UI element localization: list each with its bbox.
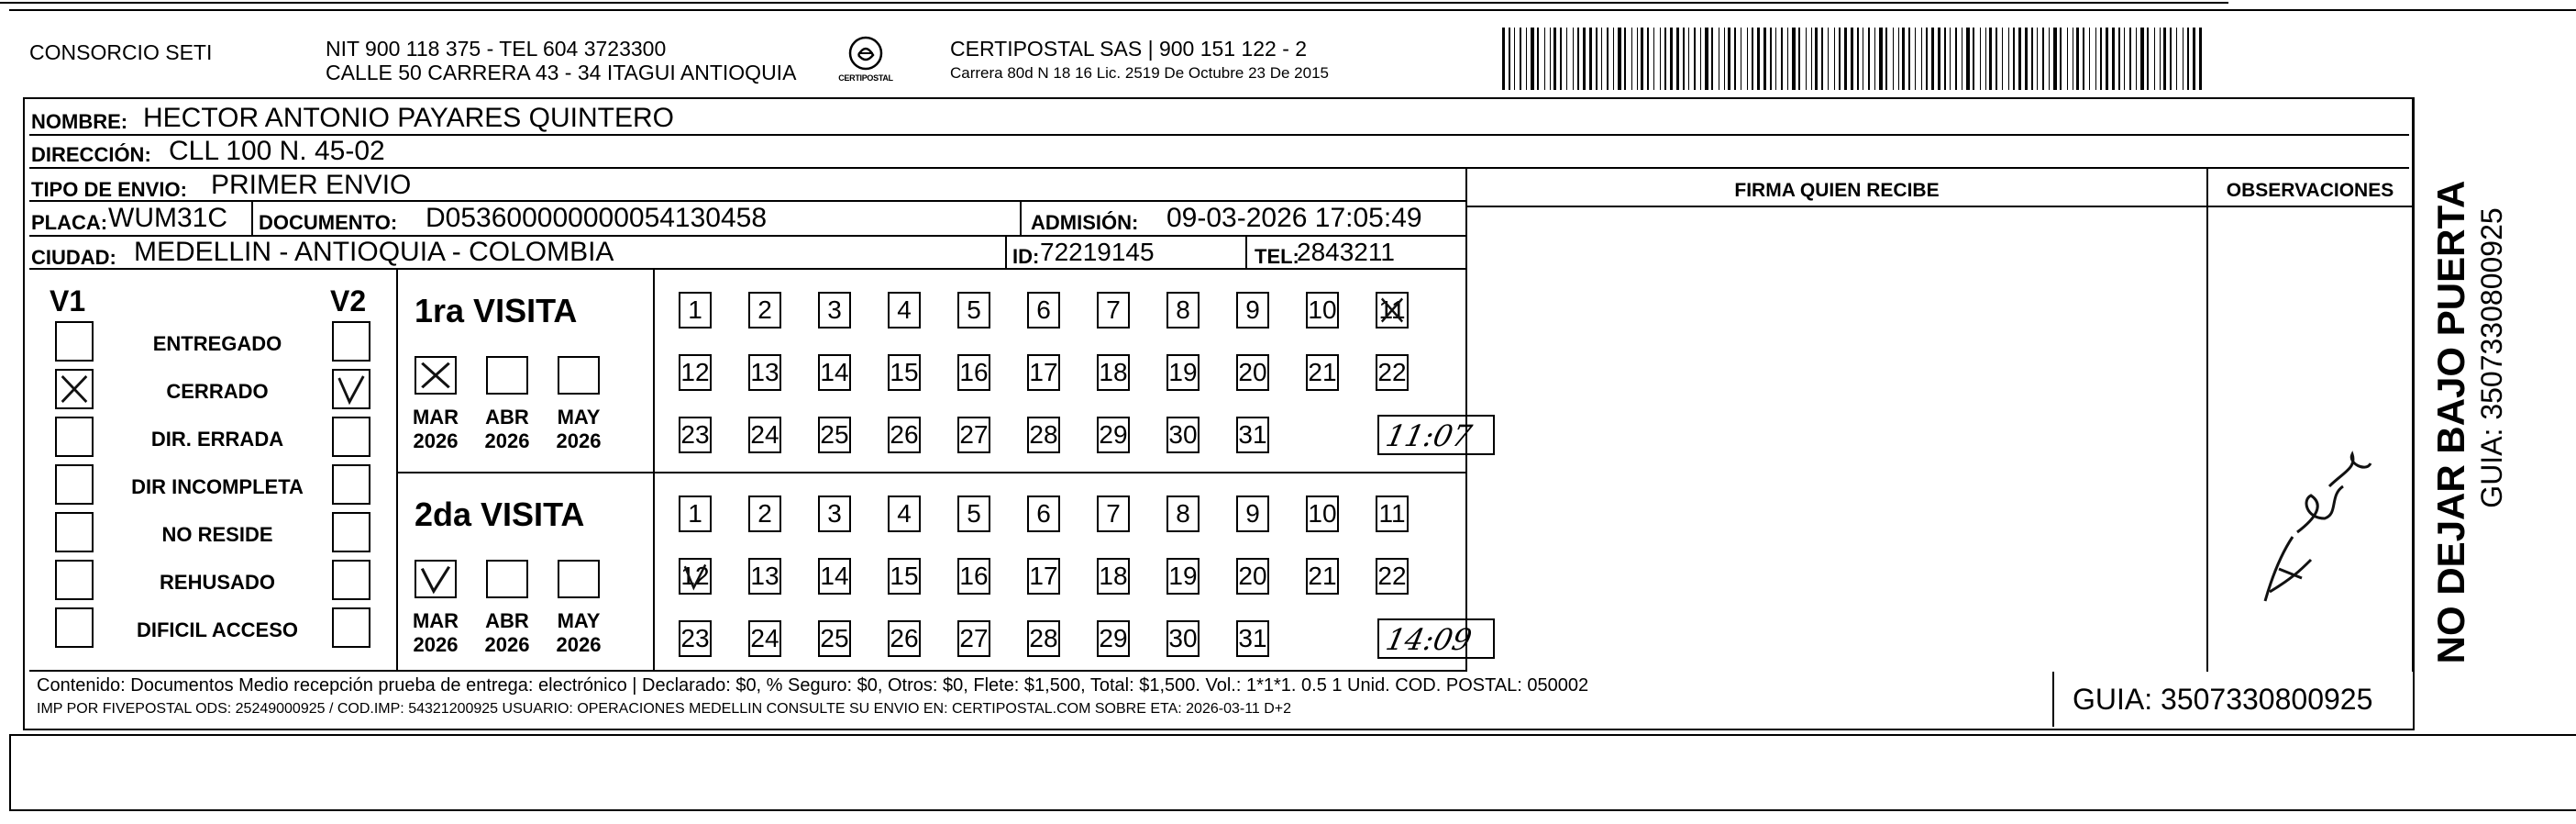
day-box[interactable]	[957, 354, 990, 391]
day-box[interactable]	[888, 620, 921, 657]
certipostal-address: Carrera 80d N 18 16 Lic. 2519 De Octubre 23 De 2015	[950, 64, 1329, 82]
id-label: ID:	[1012, 245, 1040, 268]
direccion-label: DIRECCIÓN:	[31, 143, 151, 166]
top-rule-2	[9, 9, 2576, 11]
day-number: 1	[688, 295, 702, 324]
day-box[interactable]	[1097, 292, 1130, 328]
day-number: 18	[1099, 358, 1128, 386]
day-box[interactable]	[679, 558, 712, 595]
month-checkbox[interactable]	[558, 560, 600, 598]
day-number: 21	[1308, 562, 1337, 590]
v1-checkbox[interactable]	[55, 464, 94, 505]
day-box[interactable]	[1376, 354, 1409, 391]
tipo-label: TIPO DE ENVIO:	[31, 178, 187, 201]
day-number: 12	[680, 562, 710, 590]
day-number: 4	[897, 295, 912, 324]
day-box[interactable]	[1236, 354, 1269, 391]
day-box[interactable]	[1306, 354, 1339, 391]
admision-box	[1020, 202, 1022, 237]
day-number: 30	[1168, 624, 1198, 652]
no-dejar-bajo-puerta: NO DEJAR BAJO PUERTA	[2429, 180, 2472, 664]
day-box[interactable]	[818, 558, 851, 595]
day-box[interactable]	[1097, 558, 1130, 595]
day-box[interactable]	[1027, 354, 1060, 391]
day-box[interactable]	[957, 620, 990, 657]
month-year: 2026	[413, 429, 459, 452]
month-year: 2026	[484, 633, 530, 656]
v1-checkbox[interactable]	[55, 512, 94, 552]
day-box[interactable]	[957, 558, 990, 595]
row-placa	[29, 202, 1467, 237]
day-number: 30	[1168, 420, 1198, 449]
day-box[interactable]	[818, 620, 851, 657]
day-box[interactable]	[957, 292, 990, 328]
side-guia: GUIA: 3507330800925	[2475, 207, 2508, 508]
top-rule	[0, 2, 2228, 4]
day-number: 3	[827, 295, 842, 324]
ciudad-label: CIUDAD:	[31, 246, 116, 269]
day-number: 3	[827, 499, 842, 528]
day-number: 16	[959, 562, 989, 590]
day-number: 19	[1168, 562, 1198, 590]
id-divider	[1005, 237, 1007, 270]
day-box[interactable]	[1097, 620, 1130, 657]
day-number: 16	[959, 358, 989, 386]
ciudad-value: MEDELLIN - ANTIOQUIA - COLOMBIA	[134, 237, 614, 267]
month-name: ABR	[485, 406, 529, 429]
day-box[interactable]	[1236, 558, 1269, 595]
certipostal-logo	[833, 33, 899, 88]
handwritten-time[interactable]	[1377, 618, 1495, 659]
day-number: 27	[959, 624, 989, 652]
row-ciudad	[29, 237, 1467, 270]
day-number: 17	[1029, 562, 1058, 590]
day-box[interactable]	[748, 558, 781, 595]
day-number: 6	[1036, 499, 1051, 528]
day-box[interactable]	[1166, 354, 1200, 391]
v2-checkbox[interactable]	[332, 560, 370, 600]
logo-text: CERTIPOSTAL	[838, 73, 893, 83]
day-box[interactable]	[1236, 496, 1269, 532]
day-number: 5	[967, 499, 981, 528]
signature	[2238, 431, 2384, 615]
tipo-value: PRIMER ENVIO	[211, 170, 412, 200]
certipostal-nit: CERTIPOSTAL SAS | 900 151 122 - 2	[950, 37, 1308, 61]
month-checkbox[interactable]	[486, 356, 528, 395]
firma-header: FIRMA QUIEN RECIBE	[1734, 180, 1940, 201]
day-box[interactable]	[679, 620, 712, 657]
day-number: 17	[1029, 358, 1058, 386]
v2-checkbox[interactable]	[332, 512, 370, 552]
id-value: 72219145	[1040, 238, 1155, 266]
v1-checkbox[interactable]	[55, 369, 94, 409]
day-number: 23	[680, 420, 710, 449]
day-number: 25	[820, 420, 849, 449]
day-box[interactable]	[748, 496, 781, 532]
day-box[interactable]	[957, 417, 990, 453]
day-box[interactable]	[748, 292, 781, 328]
day-number: 21	[1308, 358, 1337, 386]
day-box[interactable]	[1027, 620, 1060, 657]
day-box[interactable]	[1236, 417, 1269, 453]
month-label	[480, 609, 535, 657]
v1-checkbox[interactable]	[55, 560, 94, 600]
day-box[interactable]	[1166, 292, 1200, 328]
day-number: 22	[1377, 358, 1407, 386]
nombre-value: HECTOR ANTONIO PAYARES QUINTERO	[143, 103, 674, 133]
day-number: 24	[750, 624, 779, 652]
month-name: MAR	[412, 406, 459, 429]
company-address: CALLE 50 CARRERA 43 - 34 ITAGUI ANTIOQUIA	[326, 61, 797, 84]
footer-guia: GUIA: 3507330800925	[2073, 683, 2373, 716]
day-box[interactable]	[818, 292, 851, 328]
day-box[interactable]	[1097, 496, 1130, 532]
status-reason: DIR INCOMPLETA	[131, 475, 304, 498]
status-block	[29, 270, 1467, 672]
v1-checkbox[interactable]	[55, 321, 94, 362]
day-box[interactable]	[1027, 558, 1060, 595]
placa-value: WUM31C	[108, 203, 228, 233]
month-label	[408, 406, 463, 453]
day-box[interactable]	[1166, 496, 1200, 532]
documento-label: DOCUMENTO:	[259, 211, 398, 234]
v2-checkbox[interactable]	[332, 464, 370, 505]
day-box[interactable]	[1236, 620, 1269, 657]
day-number: 14	[820, 562, 849, 590]
tel-divider	[1245, 237, 1247, 270]
v1-checkbox[interactable]	[55, 417, 94, 457]
day-box[interactable]	[679, 417, 712, 453]
day-number: 29	[1099, 624, 1128, 652]
day-number: 23	[680, 624, 710, 652]
month-checkbox[interactable]	[486, 560, 528, 598]
day-box[interactable]	[888, 496, 921, 532]
obs-divider	[2206, 169, 2208, 672]
v2-label: V2	[330, 284, 367, 317]
day-number: 5	[967, 295, 981, 324]
day-box[interactable]	[748, 354, 781, 391]
visit-col-divider	[653, 270, 655, 672]
status-reason: REHUSADO	[160, 571, 275, 594]
day-box[interactable]	[679, 496, 712, 532]
handwritten-time[interactable]	[1377, 415, 1495, 455]
day-number: 2	[757, 499, 772, 528]
v1-label: V1	[50, 284, 86, 317]
v2-checkbox[interactable]	[332, 321, 370, 362]
month-year: 2026	[413, 633, 459, 656]
day-box[interactable]	[1027, 292, 1060, 328]
status-reason: NO RESIDE	[161, 523, 273, 546]
visit-title: 1ra VISITA	[415, 292, 578, 329]
month-name: MAY	[557, 406, 601, 429]
admision-label: ADMISIÓN:	[1031, 211, 1139, 234]
day-number: 15	[890, 562, 919, 590]
placa-label: PLACA:	[31, 211, 108, 234]
tel-label: TEL:	[1255, 245, 1299, 268]
month-year: 2026	[484, 429, 530, 452]
month-year: 2026	[556, 633, 602, 656]
observaciones-header: OBSERVACIONES	[2226, 180, 2394, 201]
day-box[interactable]	[818, 417, 851, 453]
visit-divider	[396, 472, 1465, 473]
day-number: 22	[1377, 562, 1407, 590]
day-number: 10	[1308, 499, 1337, 528]
day-number: 25	[820, 624, 849, 652]
admision-value: 09-03-2026 17:05:49	[1166, 203, 1422, 233]
day-box[interactable]	[818, 354, 851, 391]
day-number: 8	[1176, 295, 1190, 324]
day-box[interactable]	[888, 558, 921, 595]
day-box[interactable]	[748, 417, 781, 453]
day-number: 6	[1036, 295, 1051, 324]
day-box[interactable]	[1027, 496, 1060, 532]
day-number: 27	[959, 420, 989, 449]
day-box[interactable]	[679, 292, 712, 328]
month-checkbox[interactable]	[415, 560, 457, 598]
day-number: 24	[750, 420, 779, 449]
day-number: 29	[1099, 420, 1128, 449]
day-number: 28	[1029, 420, 1058, 449]
day-number: 2	[757, 295, 772, 324]
day-number: 18	[1099, 562, 1128, 590]
day-number: 14	[820, 358, 849, 386]
tel-value: 2843211	[1297, 238, 1395, 266]
day-box[interactable]	[1376, 292, 1409, 328]
day-box[interactable]	[1166, 558, 1200, 595]
footer-guia-box	[2052, 672, 2412, 727]
visit-title: 2da VISITA	[415, 496, 585, 533]
row-direccion	[29, 136, 2409, 169]
day-number: 28	[1029, 624, 1058, 652]
month-checkbox[interactable]	[415, 356, 457, 395]
day-number: 19	[1168, 358, 1198, 386]
month-checkbox[interactable]	[558, 356, 600, 395]
v2-checkbox[interactable]	[332, 417, 370, 457]
month-label	[551, 406, 606, 453]
status-reason: DIR. ERRADA	[150, 428, 284, 451]
day-number: 20	[1238, 358, 1267, 386]
day-number: 9	[1245, 295, 1260, 324]
day-number: 31	[1238, 420, 1267, 449]
status-reason: CERRADO	[166, 380, 269, 403]
bottom-frame	[9, 734, 2576, 811]
nombre-label: NOMBRE:	[31, 110, 128, 133]
status-reason: ENTREGADO	[152, 332, 282, 355]
day-number: 8	[1176, 499, 1190, 528]
handwritten-time-text: 11:07	[1382, 418, 1476, 453]
day-box[interactable]	[957, 496, 990, 532]
day-box[interactable]	[748, 620, 781, 657]
company-name: CONSORCIO SETI	[29, 40, 213, 64]
day-number: 1	[688, 499, 702, 528]
day-number: 10	[1308, 295, 1337, 324]
day-number: 12	[680, 358, 710, 386]
day-number: 7	[1106, 499, 1121, 528]
day-box[interactable]	[1376, 558, 1409, 595]
footer-line1: Contenido: Documentos Medio recepción prueba de entrega: electrónico | Declarado: $0, % Seguro: $0, Otros: $0, Flete: $1,500, Total: $1,500. Vol.: 1*1*1. 0.5 1 Unid. COD. POSTAL: 050002	[37, 675, 1589, 696]
day-box[interactable]	[1166, 417, 1200, 453]
row-nombre	[29, 103, 1467, 136]
month-label	[480, 406, 535, 453]
day-number: 26	[890, 420, 919, 449]
month-name: ABR	[485, 609, 529, 632]
day-box[interactable]	[888, 417, 921, 453]
day-box[interactable]	[1306, 496, 1339, 532]
day-number: 26	[890, 624, 919, 652]
day-number: 15	[890, 358, 919, 386]
month-label	[408, 609, 463, 657]
firma-header-underline	[1467, 206, 2412, 207]
company-nit-tel: NIT 900 118 375 - TEL 604 3723300	[326, 37, 667, 61]
status-divider	[396, 270, 398, 672]
day-number: 13	[750, 358, 779, 386]
footer-line2: IMP POR FIVEPOSTAL ODS: 25249000925 / COD.IMP: 54321200925 USUARIO: OPERACIONES MEDELLIN CONSULTE SU ENVIO EN: CERTIPOSTAL.COM SOBRE ETA: 2026-03-11 D+2	[37, 701, 1292, 717]
day-number: 20	[1238, 562, 1267, 590]
handwritten-time-text: 14:09	[1382, 622, 1476, 657]
v2-checkbox[interactable]	[332, 607, 370, 648]
day-number: 9	[1245, 499, 1260, 528]
month-year: 2026	[556, 429, 602, 452]
month-label	[551, 609, 606, 657]
day-box[interactable]	[1027, 417, 1060, 453]
documento-value: D053600000000054130458	[426, 203, 768, 233]
day-number: 13	[750, 562, 779, 590]
month-name: MAR	[412, 609, 459, 632]
day-box[interactable]	[1306, 292, 1339, 328]
day-number: 11	[1378, 295, 1406, 324]
day-box[interactable]	[1097, 417, 1130, 453]
v1-checkbox[interactable]	[55, 607, 94, 648]
day-number: 4	[897, 499, 912, 528]
day-box[interactable]	[1236, 292, 1269, 328]
day-box[interactable]	[1097, 354, 1130, 391]
day-box[interactable]	[888, 292, 921, 328]
day-box[interactable]	[818, 496, 851, 532]
day-number: 11	[1378, 499, 1406, 528]
day-box[interactable]	[1166, 620, 1200, 657]
day-box[interactable]	[1306, 558, 1339, 595]
v2-checkbox[interactable]	[332, 369, 370, 409]
day-number: 7	[1106, 295, 1121, 324]
row-tipo	[29, 169, 1467, 202]
day-box[interactable]	[888, 354, 921, 391]
day-box[interactable]	[1376, 496, 1409, 532]
placa-divider	[251, 202, 253, 237]
nombre-right-line	[29, 134, 2409, 136]
direccion-value: CLL 100 N. 45-02	[169, 136, 385, 166]
barcode	[1502, 28, 2208, 90]
day-box[interactable]	[679, 354, 712, 391]
status-reason: DIFICIL ACCESO	[136, 618, 298, 641]
month-name: MAY	[557, 609, 601, 632]
right-edge	[2412, 97, 2414, 672]
day-number: 31	[1238, 624, 1267, 652]
